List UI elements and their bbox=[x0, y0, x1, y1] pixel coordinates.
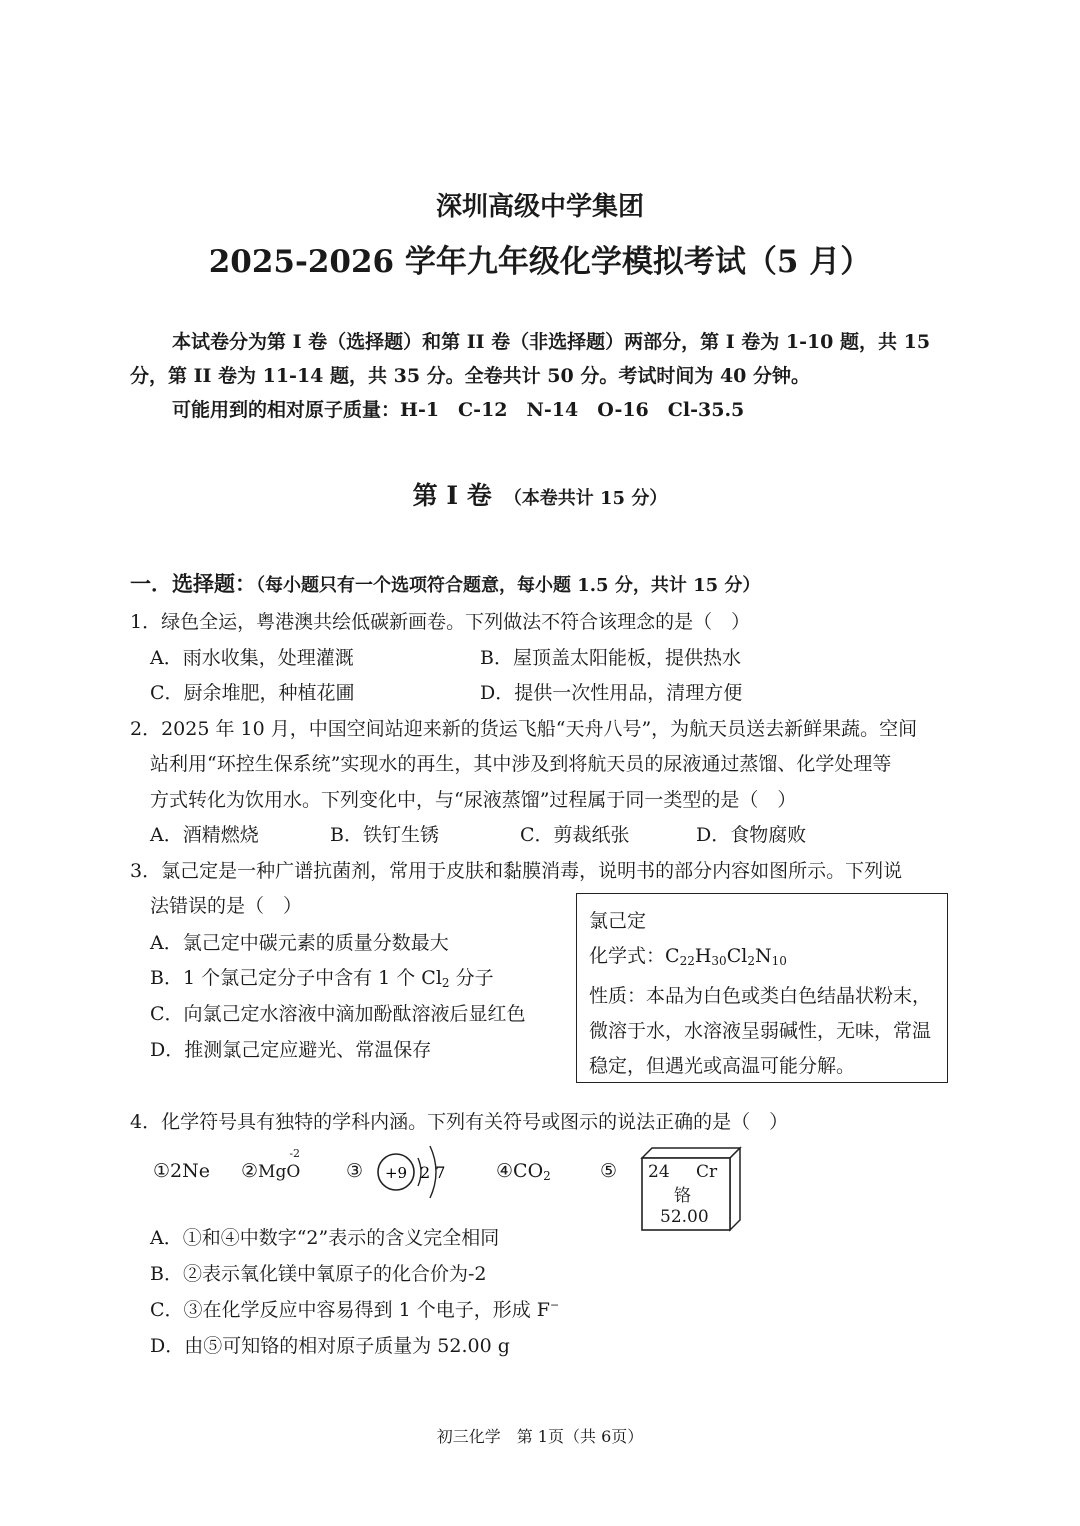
q4-symbol-2-mg: Mg bbox=[258, 1162, 287, 1182]
drug-property-3: 稳定，但遇光或高温可能分解。 bbox=[589, 1055, 856, 1077]
q2-option-d: D．食物腐败 bbox=[696, 824, 807, 846]
q4-option-c bbox=[150, 1295, 559, 1322]
volume-heading bbox=[0, 476, 1080, 512]
valence-mark: -2 bbox=[289, 1147, 301, 1160]
q3-stem-line-2: 法错误的是（ ） bbox=[150, 895, 303, 917]
fluorine-atom-diagram bbox=[372, 1138, 452, 1206]
q1-option-d: D．提供一次性用品，清理方便 bbox=[480, 682, 743, 704]
q4-symbol-5-num: ⑤ bbox=[600, 1160, 618, 1182]
element-mass: 52.00 bbox=[660, 1207, 709, 1227]
intro-line-2: 分，第 II 卷为 11-14 题，共 35 分。全卷共计 50 分。考试时间为 40 分钟。 bbox=[130, 365, 811, 387]
volume-subtitle: （本卷共计 15 分） bbox=[503, 488, 668, 509]
q4-option-a: A．①和④中数字“2”表示的含义完全相同 bbox=[150, 1227, 500, 1249]
school-name: 深圳高级中学集团 bbox=[435, 192, 644, 222]
co2-subscript: 2 bbox=[543, 1169, 551, 1183]
q4-option-c-charge: − bbox=[549, 1298, 560, 1312]
q4-option-d: D．由⑤可知铬的相对原子质量为 52.00 g bbox=[150, 1335, 510, 1357]
q3-option-d: D．推测氯己定应避光、常温保存 bbox=[150, 1039, 432, 1061]
q4-option-c-text: C．③在化学反应中容易得到 1 个电子，形成 F bbox=[150, 1299, 550, 1321]
q3-option-b-prefix: B．1 个氯己定分子中含有 1 个 Cl bbox=[150, 967, 442, 989]
q2-stem-line-2: 站利用“环控生保系统”实现水的再生，其中涉及到将航天员的尿液通过蒸馏、化学处理等 bbox=[150, 753, 892, 775]
q4-symbol-3-num: ③ bbox=[346, 1160, 364, 1182]
q4-symbol-2-oxygen bbox=[286, 1147, 301, 1182]
q3-stem-line-1: 3．氯己定是一种广谱抗菌剂，常用于皮肤和黏膜消毒，说明书的部分内容如图所示。下列说 bbox=[130, 860, 903, 882]
q2-option-a: A．酒精燃烧 bbox=[150, 824, 259, 846]
drug-name: 氯己定 bbox=[589, 910, 647, 932]
q2-stem-line-3: 方式转化为饮用水。下列变化中，与“尿液蒸馏”过程属于同一类型的是（ ） bbox=[150, 789, 797, 811]
drug-property-2: 微溶于水，水溶液呈弱碱性，无味，常温 bbox=[589, 1020, 932, 1042]
q3-option-c: C．向氯己定水溶液中滴加酚酞溶液后显红色 bbox=[150, 1003, 526, 1025]
q2-option-c: C．剪裁纸张 bbox=[520, 824, 630, 846]
q2-stem-line-1: 2．2025 年 10 月，中国空间站迎来新的货运飞船“天舟八号”，为航天员送去新鲜果蔬。空间 bbox=[130, 718, 918, 740]
intro-line-1: 本试卷分为第 I 卷（选择题）和第 II 卷（非选择题）两部分，第 I 卷为 1-10 题，共 15 bbox=[172, 331, 931, 353]
q1-option-b: B．屋顶盖太阳能板，提供热水 bbox=[480, 647, 741, 669]
q1-option-c: C．厨余堆肥，种植花圃 bbox=[150, 682, 355, 704]
volume-title: 第 I 卷 bbox=[412, 481, 492, 510]
co2-text: ④CO bbox=[496, 1160, 544, 1182]
q4-stem: 4．化学符号具有独特的学科内涵。下列有关符号或图示的说法正确的是（ ） bbox=[130, 1111, 789, 1133]
drug-property-1: 性质：本品为白色或类白色结晶状粉末， bbox=[589, 985, 932, 1007]
q1-stem: 1．绿色全运，粤港澳共绘低碳新画卷。下列做法不符合该理念的是（ ） bbox=[130, 611, 751, 633]
q4-symbol-4 bbox=[496, 1160, 551, 1183]
q3-option-a: A．氯己定中碳元素的质量分数最大 bbox=[150, 932, 449, 954]
drug-formula-line bbox=[589, 939, 937, 979]
section-note: （每小题只有一个选项符合题意，每小题 1.5 分，共计 15 分） bbox=[256, 575, 761, 596]
q1-option-a: A．雨水收集，处理灌溉 bbox=[150, 647, 354, 669]
section-name: 一．选择题： bbox=[130, 571, 256, 596]
electron-counts: 2 7 bbox=[420, 1163, 446, 1182]
q3-option-b-suffix: 分子 bbox=[449, 967, 494, 989]
atomic-mass-line: 可能用到的相对原子质量：H-1 C-12 N-14 O-16 Cl-35.5 bbox=[172, 399, 745, 421]
q4-option-b: B．②表示氧化镁中氧原子的化合价为-2 bbox=[150, 1263, 487, 1285]
page-footer: 初三化学 第 1页（共 6页） bbox=[436, 1427, 644, 1446]
drug-formula: $C_{22}H_{30}Cl_2N_{10}$ bbox=[665, 945, 787, 968]
q4-symbol-2-num: ② bbox=[241, 1160, 259, 1182]
q3-option-b bbox=[150, 963, 494, 990]
section-heading bbox=[130, 568, 760, 598]
exam-title: 2025-2026 学年九年级化学模拟考试（5 月） bbox=[208, 244, 872, 280]
element-symbol: Cr bbox=[696, 1162, 718, 1182]
q4-symbol-2 bbox=[241, 1147, 301, 1182]
q3-option-b-sub: 2 bbox=[441, 976, 450, 990]
element-number: 24 bbox=[648, 1162, 670, 1182]
nucleus-charge: +9 bbox=[384, 1164, 408, 1182]
q2-option-b: B．铁钉生锈 bbox=[330, 824, 439, 846]
oxygen-symbol: O bbox=[286, 1162, 301, 1182]
drug-info-box bbox=[576, 893, 948, 1083]
element-name: 铬 bbox=[674, 1186, 691, 1206]
q4-symbol-1: ①2Ne bbox=[153, 1160, 210, 1182]
drug-formula-label: 化学式： bbox=[589, 945, 666, 967]
